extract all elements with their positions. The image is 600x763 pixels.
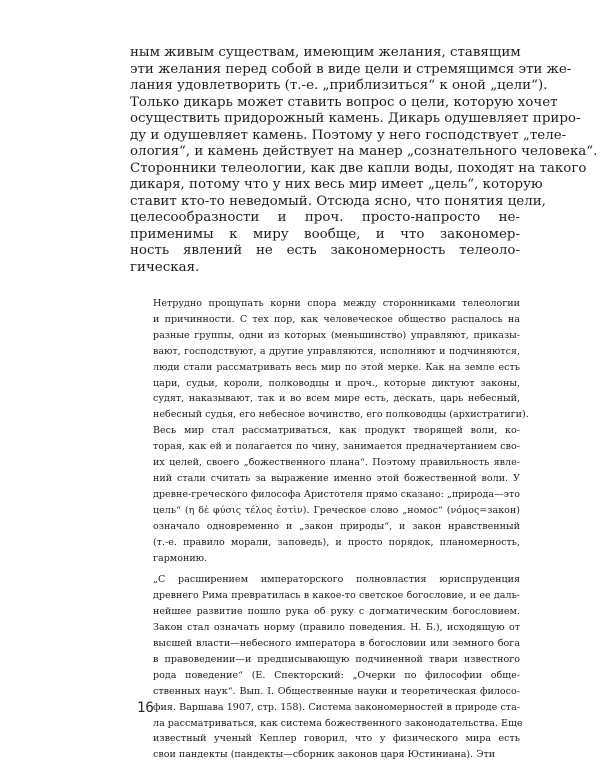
footnote-line: люди стали рассматривать весь мир по этой мерке. Как на земле есть (153, 361, 520, 373)
main-text-line: дикаря, потому что у них весь мир имеет „цель“, которую (130, 177, 543, 192)
main-text-line: Сторонники телеологии, как две капли воды, походят на такого (130, 160, 587, 176)
footnote-line: небесный судья, его небесное вочинство, его полководцы (архистратиги). (153, 409, 529, 421)
footnote-line: „С расширением императорского полновластия юриспруденция (153, 574, 520, 586)
footnote-paragraph (153, 572, 523, 763)
main-text-line: эти желания перед собой в виде цели и стремящимся эти же- (130, 61, 572, 77)
page-number: 16 (137, 700, 154, 716)
footnote-block (153, 296, 529, 763)
main-text-line: целесообразности и проч. просто-напросто не- (130, 210, 520, 225)
footnote-line: цель“ (η δὲ φύσις τέλος ἐστὶν). Греческое слово „номос“ (νόμος=закон) (153, 504, 520, 516)
footnote-line: древнего Рима превратилась в какое-то светское богословие, и ее даль- (153, 590, 520, 602)
footnote-line: означало одновременно и „закон природы“, и закон нравственный (153, 520, 520, 532)
footnote-line: цари, судьи, короли, полководцы и проч., которые диктуют законы, (153, 377, 520, 389)
main-text-line: применимы к миру вообще, и что закономер- (130, 226, 520, 242)
main-text-line: ология“, и камень действует на манер „сознательного человека“. (130, 144, 598, 159)
main-text-line: ставит кто-то неведомый. Отсюда ясно, что понятия цели, (130, 193, 546, 209)
footnote-line: их целей, своего „божественного плана“. Поэтому правильность явле- (153, 457, 520, 469)
footnote-line: Нетрудно прощупать корни спора между сторонниками телеологии (153, 298, 520, 309)
main-text-line: гическая. (130, 259, 200, 275)
footnote-paragraph (153, 296, 529, 566)
main-text-line: ду и одушевляет камень. Поэтому у него господствует „теле- (130, 127, 567, 143)
footnote-line: гармонию. (153, 552, 208, 564)
main-text-line: осуществить придорожный камень. Дикарь одушевляет приро- (130, 111, 581, 126)
footnote-line: древне-греческого философа Аристотеля прямо сказано: „природа—это (153, 488, 521, 500)
main-text-line: Только дикарь может ставить вопрос о цели, которую хочет (130, 94, 558, 110)
footnote-line: разные группы, одни из которых (меньшинство) управляют, приказы- (153, 329, 520, 341)
footnote-line: судят, наказывают, так и во всем мире есть, дескать, царь небесный, (153, 393, 520, 405)
footnote-line: торая, как ей и полагается по чину, занимается предначертанием сво- (153, 441, 520, 453)
footnote-line: ла рассматриваться, как система божественного законодательства. Еще (153, 717, 523, 729)
footnote-line: фия. Варшава 1907, стр. 158). Система закономерностей в природе ста- (153, 701, 520, 713)
footnote-line: ственных наук“. Вып. I. Общественные науки и теоретическая филосо- (153, 685, 520, 697)
footnote-line: вают, господствуют, а другие управляются, исполняют и подчиняются, (153, 345, 520, 357)
footnote-line: (т.-е. правило морали, заповедь), и просто порядок, планомерность, (153, 536, 520, 548)
footnote-line: Весь мир стал рассматриваться, как продукт творящей воли, ко- (153, 425, 520, 437)
main-text-block (130, 45, 598, 276)
footnote-line: ний стали считать за выражение именно этой божественной воли. У (153, 472, 520, 484)
footnote-line: рода поведение“ (Е. Спекторский: „Очерки по философии обще- (153, 669, 520, 681)
main-text-line: ным живым существам, имеющим желания, ставящим (130, 45, 521, 60)
footnote-line: свои пандекты (пандекты—сборник законов царя Юстиниана). Эти (153, 749, 496, 761)
main-text-line: ность явлений не есть закономерность телеоло- (130, 243, 520, 258)
footnote-line: нейшее развитие пошло рука об руку с догматическим богословием. (153, 606, 520, 618)
footnote-line: известный ученый Кеплер говорил, что у физического мира есть (153, 733, 520, 745)
footnote-line: и причинности. С тех пор, как человеческое общество распалось на (153, 313, 520, 325)
footnote-line: высшей власти—небесного императора в богословии или земного бога (153, 638, 520, 650)
footnote-line: в правоведении—и предписывающую подчиненной твари известного (153, 653, 520, 665)
main-text-line: лания удовлетворить (т.-е. „приблизиться“ к оной „цели“). (130, 78, 548, 93)
footnote-line: Закон стал означать норму (правило поведения. Н. Б.), исходящую от (153, 622, 520, 634)
